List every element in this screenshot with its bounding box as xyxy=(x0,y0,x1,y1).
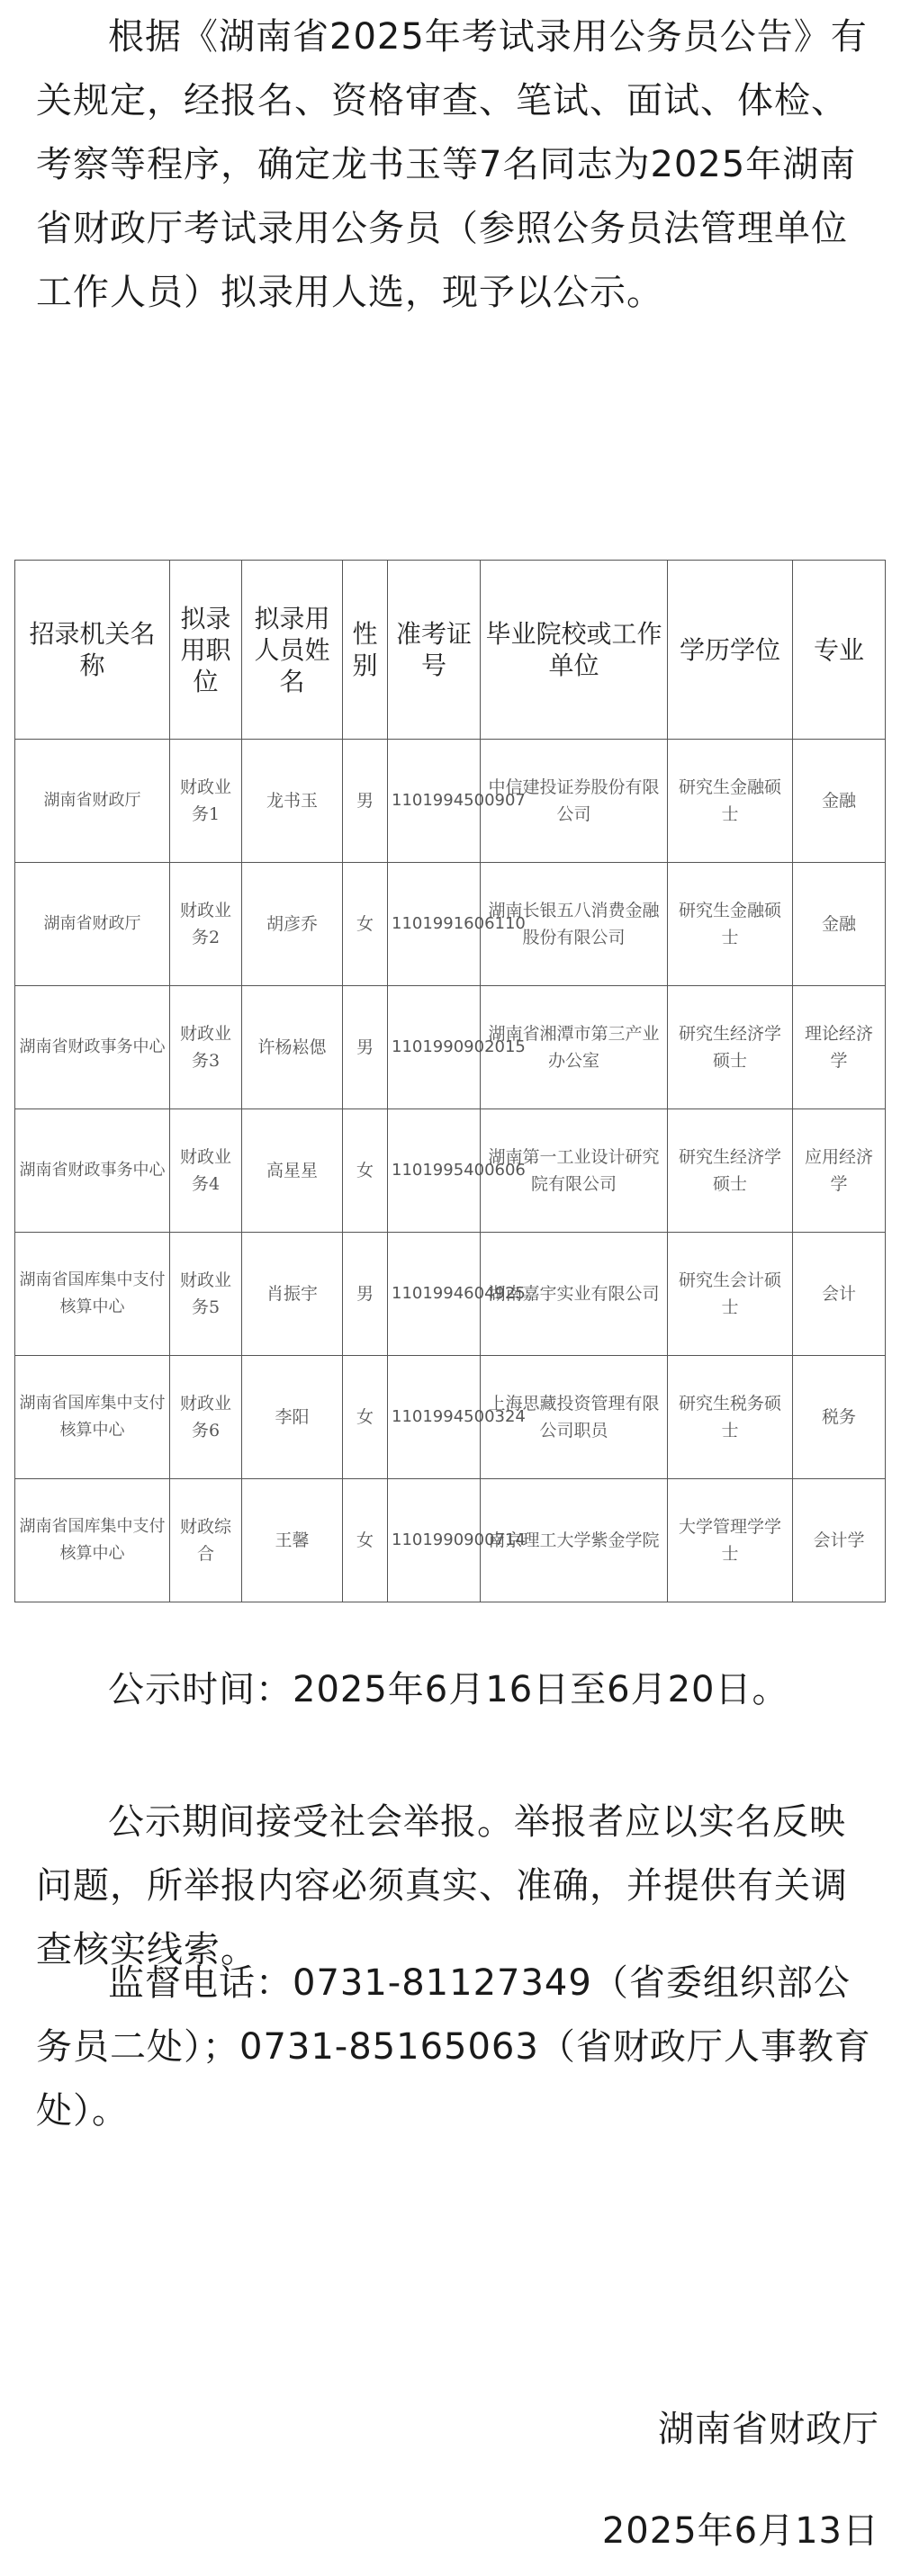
header-gender: 性别 xyxy=(343,561,388,740)
candidate-table xyxy=(14,560,886,1602)
cell-org: 湖南省财政事务中心 xyxy=(15,1109,170,1233)
phone-paragraph: 监督电话：0731-81127349（省委组织部公务员二处）；0731-85165063（省财政厅人事教育处）。 xyxy=(36,1962,871,2132)
cell-org: 湖南省财政厅 xyxy=(15,740,170,863)
cell-exam-no: 1101991606110 xyxy=(388,863,481,986)
table-row xyxy=(15,740,886,863)
header-org: 招录机关名称 xyxy=(15,561,170,740)
intro-paragraph: 根据《湖南省2025年考试录用公务员公告》有关规定，经报名、资格审查、笔试、面试、体检、考察等程序，确定龙书玉等7名同志为2025年湖南省财政厅考试录用公务员（参照公务员法管理单位工作人员）拟录用人选，现予以公示。 xyxy=(36,16,868,313)
cell-post: 财政业务4 xyxy=(170,1109,242,1233)
cell-school: 湖南第一工业设计研究院有限公司 xyxy=(481,1109,668,1233)
table-row xyxy=(15,863,886,986)
cell-exam-no: 1101990900714 xyxy=(388,1479,481,1602)
cell-degree: 研究生经济学硕士 xyxy=(668,1109,793,1233)
cell-name: 许杨崧偲 xyxy=(242,986,343,1109)
cell-name: 胡彦乔 xyxy=(242,863,343,986)
cell-name: 李阳 xyxy=(242,1356,343,1479)
cell-major: 会计学 xyxy=(793,1479,886,1602)
table-row xyxy=(15,1356,886,1479)
cell-exam-no: 1101994500324 xyxy=(388,1356,481,1479)
table-row xyxy=(15,1479,886,1602)
cell-gender: 女 xyxy=(343,1356,388,1479)
table-row xyxy=(15,1109,886,1233)
cell-exam-no: 1101995400606 xyxy=(388,1109,481,1233)
cell-org: 湖南省国库集中支付核算中心 xyxy=(15,1479,170,1602)
header-name: 拟录用人员姓名 xyxy=(242,561,343,740)
header-degree: 学历学位 xyxy=(668,561,793,740)
cell-org: 湖南省财政厅 xyxy=(15,863,170,986)
cell-name: 肖振宇 xyxy=(242,1233,343,1356)
report-paragraph: 公示期间接受社会举报。举报者应以实名反映问题，所举报内容必须真实、准确，并提供有关调查核实线索。 xyxy=(36,1801,848,1970)
cell-school: 湖南省湘潭市第三产业办公室 xyxy=(481,986,668,1109)
cell-post: 财政综合 xyxy=(170,1479,242,1602)
cell-major: 税务 xyxy=(793,1356,886,1479)
cell-school: 上海思藏投资管理有限公司职员 xyxy=(481,1356,668,1479)
cell-major: 会计 xyxy=(793,1233,886,1356)
cell-degree: 研究生会计硕士 xyxy=(668,1233,793,1356)
cell-gender: 男 xyxy=(343,1233,388,1356)
cell-gender: 男 xyxy=(343,986,388,1109)
cell-post: 财政业务1 xyxy=(170,740,242,863)
header-school: 毕业院校或工作单位 xyxy=(481,561,668,740)
cell-degree: 大学管理学学士 xyxy=(668,1479,793,1602)
cell-exam-no: 1101994500907 xyxy=(388,740,481,863)
cell-school: 中信建投证券股份有限公司 xyxy=(481,740,668,863)
cell-major: 应用经济学 xyxy=(793,1109,886,1233)
cell-post: 财政业务3 xyxy=(170,986,242,1109)
cell-name: 龙书玉 xyxy=(242,740,343,863)
table-row xyxy=(15,986,886,1109)
header-post: 拟录用职位 xyxy=(170,561,242,740)
cell-gender: 男 xyxy=(343,740,388,863)
cell-degree: 研究生金融硕士 xyxy=(668,740,793,863)
cell-name: 王馨 xyxy=(242,1479,343,1602)
cell-post: 财政业务6 xyxy=(170,1356,242,1479)
cell-degree: 研究生经济学硕士 xyxy=(668,986,793,1109)
table-header-row xyxy=(15,561,886,740)
cell-school: 南京理工大学紫金学院 xyxy=(481,1479,668,1602)
cell-gender: 女 xyxy=(343,1109,388,1233)
signature-org: 湖南省财政厅 xyxy=(658,2409,879,2450)
cell-org: 湖南省国库集中支付核算中心 xyxy=(15,1356,170,1479)
cell-major: 金融 xyxy=(793,740,886,863)
cell-school: 湖南长银五八消费金融股份有限公司 xyxy=(481,863,668,986)
cell-gender: 女 xyxy=(343,1479,388,1602)
cell-degree: 研究生金融硕士 xyxy=(668,863,793,986)
cell-major: 金融 xyxy=(793,863,886,986)
cell-exam-no: 1101990902015 xyxy=(388,986,481,1109)
cell-exam-no: 1101994604925 xyxy=(388,1233,481,1356)
cell-post: 财政业务2 xyxy=(170,863,242,986)
signature-date: 2025年6月13日 xyxy=(601,2510,879,2552)
cell-org: 湖南省财政事务中心 xyxy=(15,986,170,1109)
cell-name: 高星星 xyxy=(242,1109,343,1233)
cell-gender: 女 xyxy=(343,863,388,986)
table-row xyxy=(15,1233,886,1356)
cell-degree: 研究生税务硕士 xyxy=(668,1356,793,1479)
header-major: 专业 xyxy=(793,561,886,740)
header-exam-no: 准考证号 xyxy=(388,561,481,740)
cell-org: 湖南省国库集中支付核算中心 xyxy=(15,1233,170,1356)
cell-major: 理论经济学 xyxy=(793,986,886,1109)
cell-post: 财政业务5 xyxy=(170,1233,242,1356)
publicity-time: 公示时间：2025年6月16日至6月20日。 xyxy=(108,1669,789,1710)
cell-school: 湖南嘉宇实业有限公司 xyxy=(481,1233,668,1356)
